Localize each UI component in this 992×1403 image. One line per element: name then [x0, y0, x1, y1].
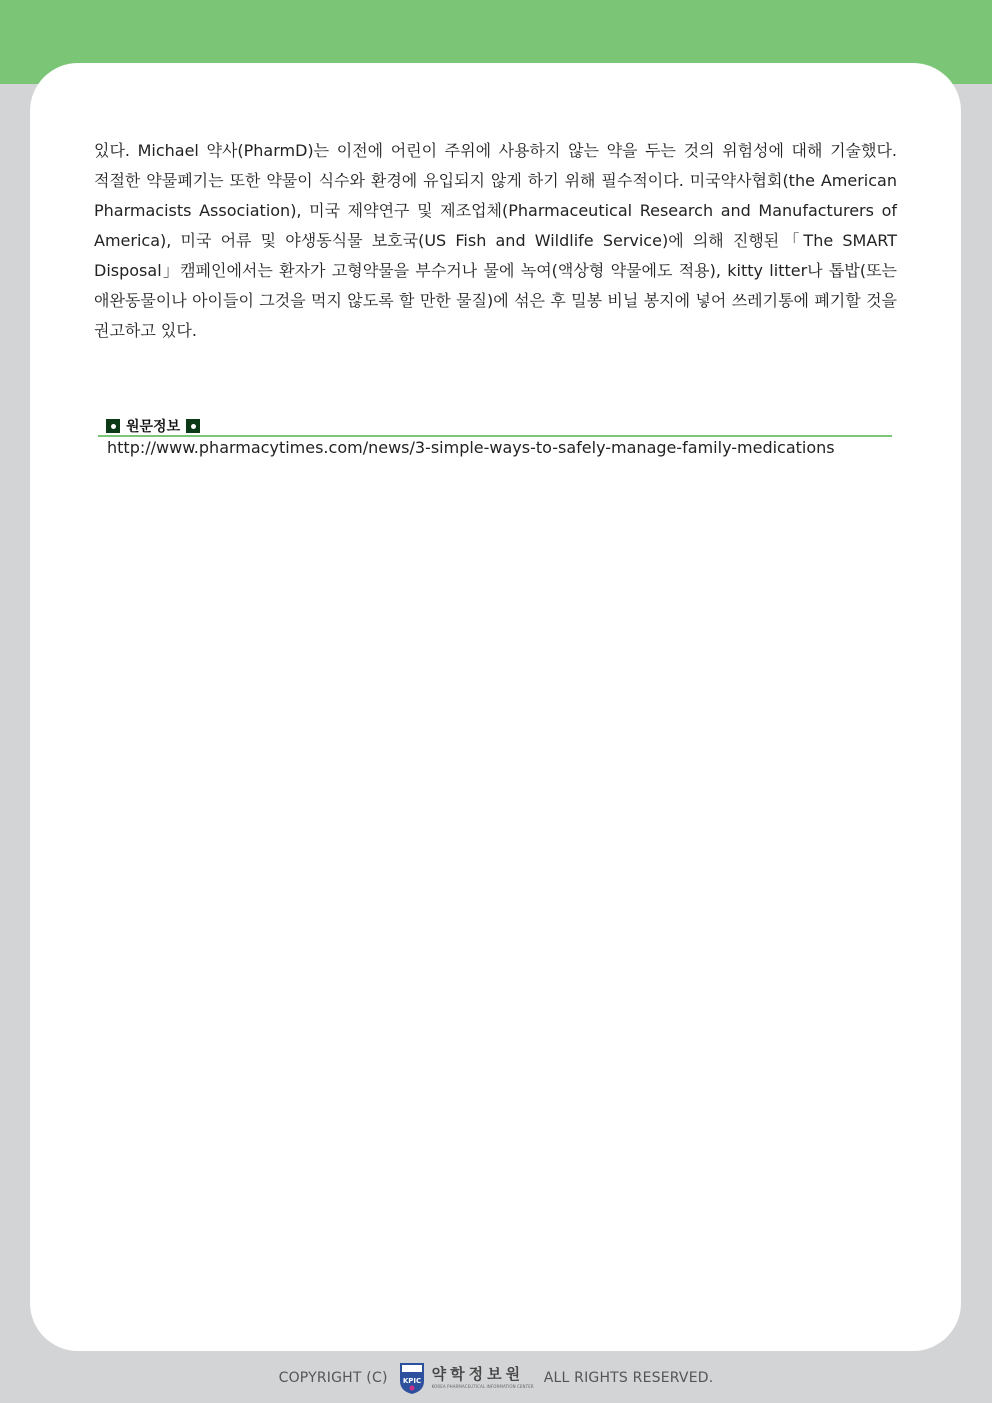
org-name: 약학정보원 — [431, 1365, 525, 1383]
source-info-label: 원문정보 — [126, 419, 181, 435]
article-paragraph: 있다. Michael 약사(PharmD)는 이전에 어린이 주위에 사용하지 않는 약을 두는 것의 위험성에 대해 기술했다. 적절한 약물폐기는 또한 약물이 식수와 환경에 유입되지 않게 하기 위해 필수적이다. 미국약사협회(the American Pharmacists Association), 미국 제약연구 및 제조업체(Pharmaceutical Research and Manufacturers of America), 미국 어류 및 야생동식물 보호국(US Fish and Wildlife Service)에 의해 진행된「The SMART Disposal」캠페인에서는 환자가 고형약물을 부수거나 물에 녹여(액상형 약물에도 적용), kitty litter나 톱밥(또는 애완동물이나 아이들이 그것을 먹지 않도록 할 만한 물질)에 섞은 후 밀봉 비닐 봉지에 넣어 쓰레기통에 폐기할 것을 권고하고 있다. — [94, 141, 897, 340]
org-name-english: KOREA PHARMACEUTICAL INFORMATION CENTER — [431, 1384, 534, 1389]
source-url-link[interactable]: http://www.pharmacytimes.com/news/3-simple-ways-to-safely-manage-family-medications — [107, 438, 835, 457]
copyright-text: COPYRIGHT (C) — [278, 1370, 388, 1386]
kpic-logo-text: KPIC — [402, 1377, 421, 1385]
bullet-square-icon — [186, 419, 200, 433]
kpic-logo — [398, 1361, 534, 1395]
rights-text: ALL RIGHTS RESERVED. — [543, 1370, 714, 1386]
kpic-shield-icon — [398, 1361, 426, 1395]
bullet-square-icon — [106, 419, 120, 433]
footer — [0, 1358, 992, 1398]
source-info-heading — [106, 416, 200, 436]
